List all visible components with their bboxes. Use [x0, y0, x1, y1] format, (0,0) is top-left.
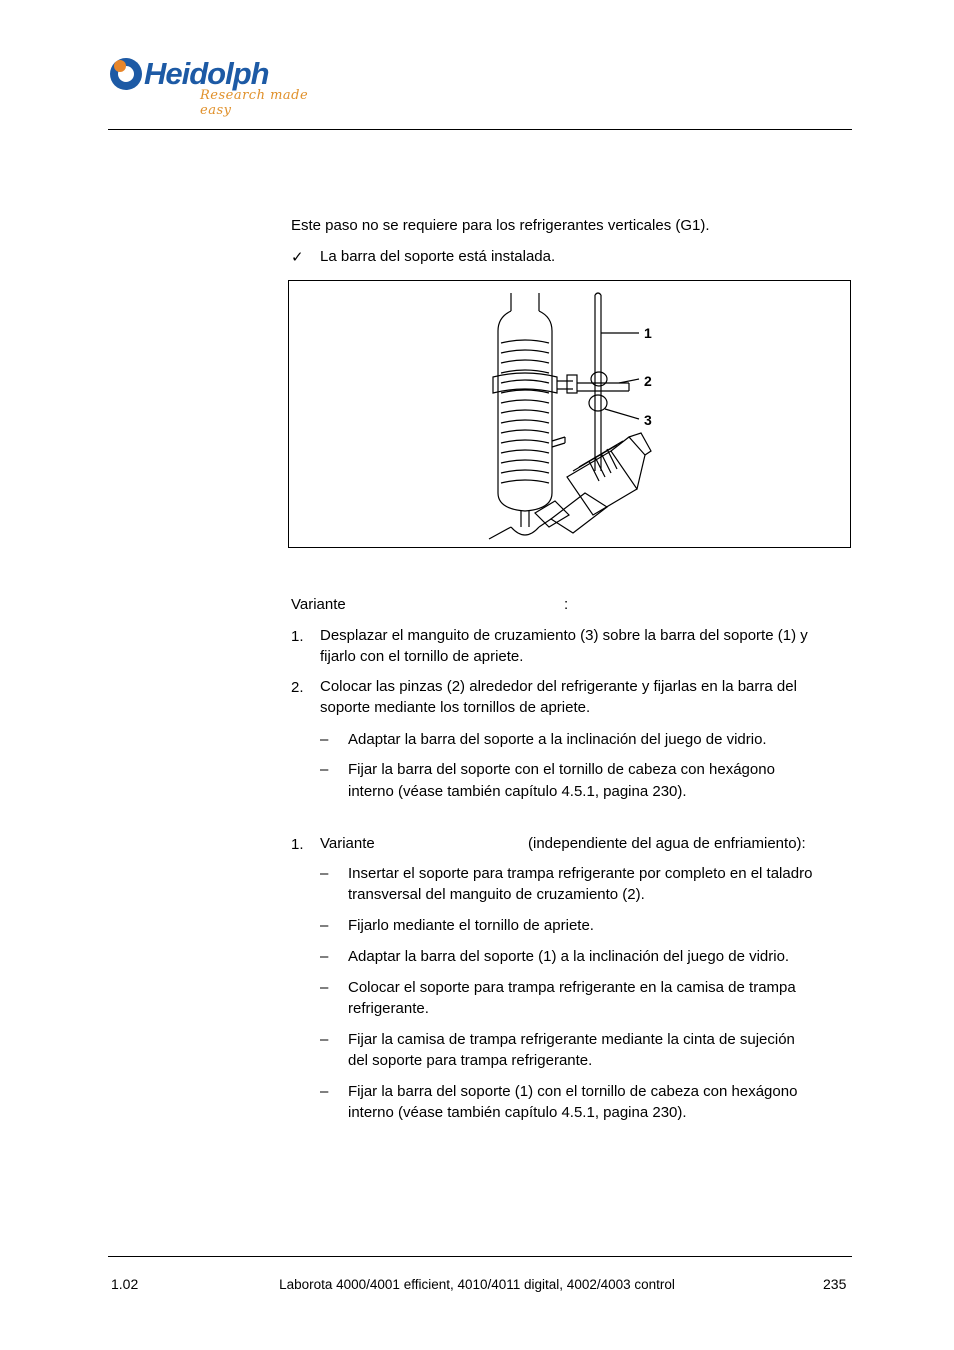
footer-version: 1.02 [111, 1276, 139, 1292]
variant-label: Variante [291, 596, 346, 613]
substep-text-line: refrigerante. [348, 1000, 429, 1017]
variant-colon: : [564, 596, 569, 613]
substep-text-line: Adaptar la barra del soporte (1) a la inclinación del juego de vidrio. [348, 948, 790, 965]
substep-dash: – [320, 917, 329, 934]
substep-text-line: Adaptar la barra del soporte a la inclinación del juego de vidrio. [348, 731, 767, 748]
step-text-line: soporte mediante los tornillos de apriete. [320, 699, 591, 716]
substep-text-line: Fijar la camisa de trampa refrigerante mediante la cinta de sujeción [348, 1031, 795, 1048]
substep-dash: – [320, 731, 329, 748]
substep-dash: – [320, 865, 329, 882]
step-number: 1. [291, 628, 304, 645]
callout-3: 3 [644, 412, 652, 428]
substep-text-line: Fijar la barra del soporte (1) con el tornillo de cabeza con hexágono [348, 1083, 798, 1100]
footer-product: Laborota 4000/4001 efficient, 4010/4011 digital, 4002/4003 control [279, 1277, 675, 1292]
intro-note: Este paso no se requiere para los refrigerantes verticales (G1). [291, 217, 710, 234]
step-text-line: fijarlo con el tornillo de apriete. [320, 648, 524, 665]
logo-emblem-icon [108, 54, 148, 98]
callout-1: 1 [644, 325, 652, 341]
logo-tagline: Research made easy [200, 88, 309, 118]
substep-text-line: Fijarlo mediante el tornillo de apriete. [348, 917, 594, 934]
logo-text: Heidolph [144, 56, 269, 91]
substep-text-line: transversal del manguito de cruzamiento (2). [348, 886, 645, 903]
substep-text-line: interno (véase también capítulo 4.5.1, pagina 230). [348, 1104, 687, 1121]
substep-text-line: Insertar el soporte para trampa refrigerante por completo en el taladro [348, 865, 813, 882]
figure-box [288, 280, 851, 548]
substep-dash: – [320, 761, 329, 778]
check-icon: ✓ [291, 249, 304, 266]
substep-dash: – [320, 1031, 329, 1048]
substep-dash: – [320, 1083, 329, 1100]
variant-suffix: (independiente del agua de enfriamiento): [528, 835, 806, 852]
header-rule [108, 129, 852, 130]
condenser-illustration [289, 281, 850, 547]
substep-dash: – [320, 948, 329, 965]
substep-text-line: interno (véase también capítulo 4.5.1, pagina 230). [348, 783, 687, 800]
substep-dash: – [320, 979, 329, 996]
substep-text-line: Fijar la barra del soporte con el tornillo de cabeza con hexágono [348, 761, 775, 778]
step-number: 1. [291, 836, 304, 853]
step-text-line: Colocar las pinzas (2) alrededor del refrigerante y fijarlas en la barra del [320, 678, 797, 695]
variant-label: Variante [320, 835, 375, 852]
step-text-line: Desplazar el manguito de cruzamiento (3) sobre la barra del soporte (1) y [320, 627, 808, 644]
footer-page-number: 235 [823, 1276, 847, 1292]
substep-text-line: del soporte para trampa refrigerante. [348, 1052, 593, 1069]
callout-2: 2 [644, 373, 652, 389]
footer-rule [108, 1256, 852, 1257]
heidolph-logo [108, 50, 328, 118]
step-number: 2. [291, 679, 304, 696]
precondition-text: La barra del soporte está instalada. [320, 248, 556, 265]
substep-text-line: Colocar el soporte para trampa refrigerante en la camisa de trampa [348, 979, 796, 996]
